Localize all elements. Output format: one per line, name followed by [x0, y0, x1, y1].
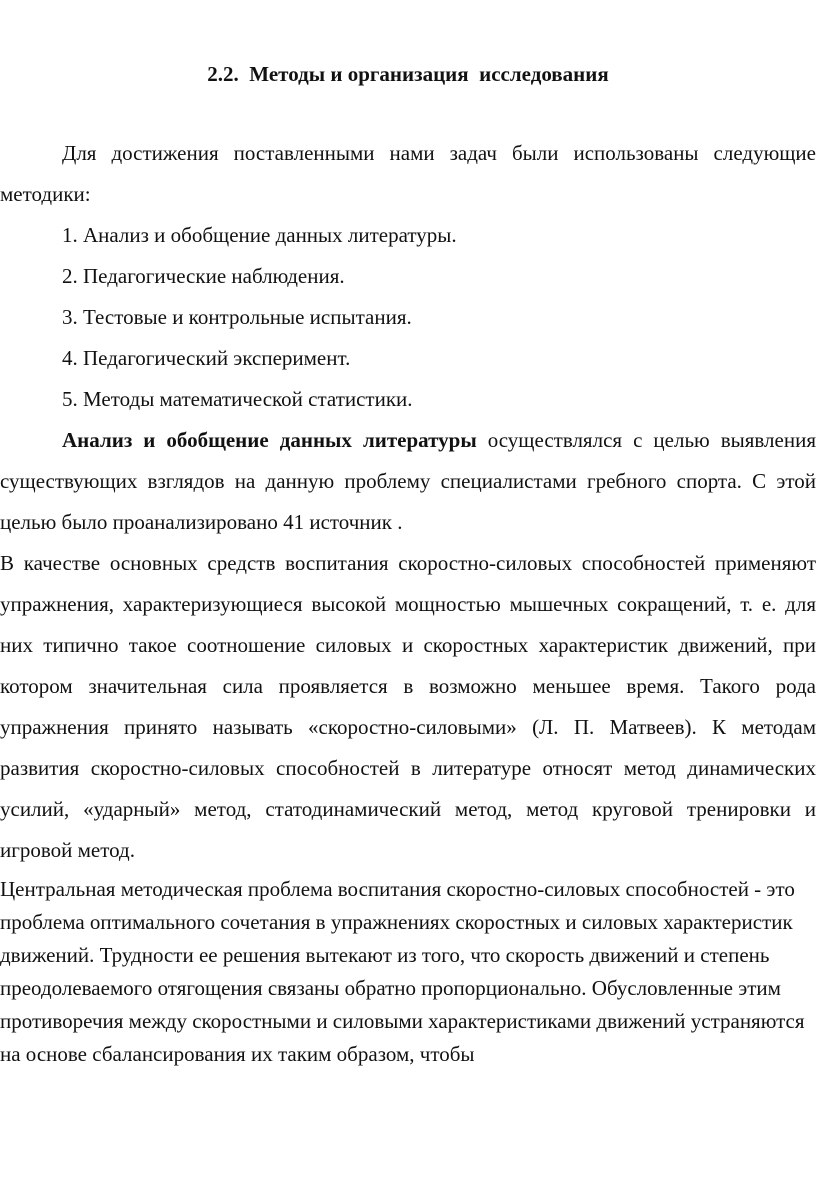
section-number: 2.2.: [207, 62, 239, 86]
analysis-text: осуществлялся с целью выявления существующих взглядов на данную проблему специалистами гребного спорта. С этой целью было проанализировано 41 источник .: [0, 428, 816, 534]
document-body: [0, 133, 816, 1071]
section-title: Методы и организация исследования: [249, 62, 609, 86]
list-item: 5. Методы математической статистики.: [62, 387, 413, 411]
analysis-bold-lead: Анализ и обобщение данных литературы: [62, 428, 477, 452]
intro-paragraph: Для достижения поставленными нами задач были использованы следующие методики:: [0, 141, 816, 206]
list-item: 4. Педагогический эксперимент.: [62, 346, 351, 370]
list-item: 2. Педагогические наблюдения.: [62, 264, 345, 288]
speed-strength-paragraph: В качестве основных средств воспитания скоростно-силовых способностей применяют упражнения, характеризующиеся высокой мощностью мышечных сокращений, т. е. для них типично такое соотношение силовых и скоростных характеристик движений, при котором значительная сила проявляется в возможно меньшее время. Такого рода упражнения принято называть «скоростно-силовыми» (Л. П. Матвеев). К методам развития скоростно-силовых способностей в литературе относят метод динамических усилий, «ударный» метод, статодинамический метод, метод круговой тренировки и игровой метод.: [0, 551, 816, 862]
methods-list: [0, 215, 816, 420]
list-item: 1. Анализ и обобщение данных литературы.: [62, 223, 457, 247]
list-item: 3. Тестовые и контрольные испытания.: [62, 305, 412, 329]
section-heading: [0, 62, 816, 87]
central-problem-paragraph: Центральная методическая проблема воспитания скоростно-силовых способностей - это проблема оптимального сочетания в упражнениях скоростных и силовых характеристик движений. Трудности ее решения вытекают из того, что скорость движений и степень преодолеваемого отягощения связаны обратно пропорционально. Обусловленные этим противоречия между скоростными и силовыми характеристиками движений устраняются на основе сбалансирования их таким образом, чтобы: [0, 877, 805, 1066]
analysis-paragraph: [0, 420, 816, 543]
